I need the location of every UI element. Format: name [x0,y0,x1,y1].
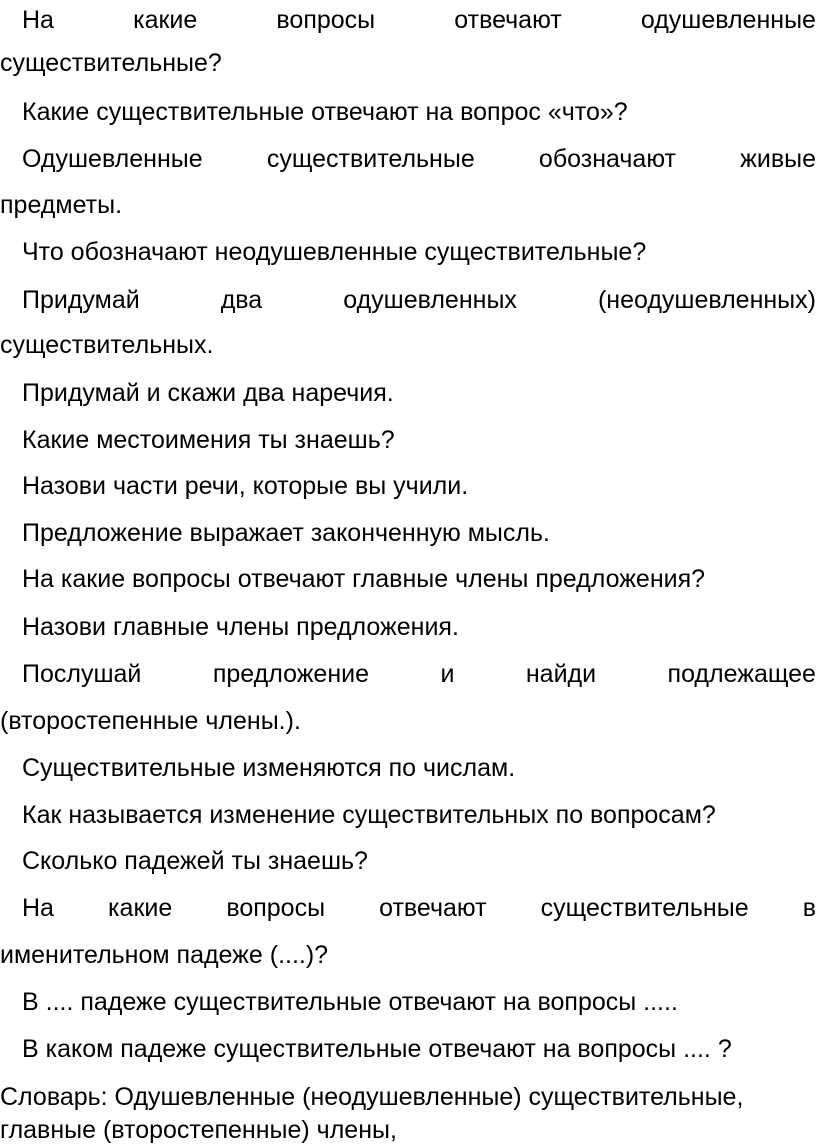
question-5-line-1 [0,284,816,316]
question-6: Придумай и скажи два наречия. [22,379,394,407]
word: обозначают [538,145,676,173]
word: отвечают [454,6,562,34]
question-5-line-2: существительных. [0,331,214,359]
question-3-line-1 [0,143,816,175]
word: вопросы [226,894,326,922]
question-1-line-1 [0,4,816,36]
word: два [220,286,263,314]
question-3-line-2: предметы. [0,191,123,219]
question-17: В .... падеже существительные отвечают на вопросы ..... [22,988,678,1016]
word: (неодушевленных) [597,286,816,314]
question-4: Что обозначают неодушевленные существительные? [22,238,647,266]
question-12-line-1 [0,658,816,690]
word: живые [740,145,816,173]
question-15: Сколько падежей ты знаешь? [22,847,368,875]
word: одушевленных [343,286,517,314]
word: На [22,894,54,922]
word: отвечают [379,894,487,922]
question-12-line-2: (второстепенные члены.). [0,707,301,735]
question-2: Какие существительные отвечают на вопрос «что»? [22,98,628,126]
question-11: Назови главные члены предложения. [22,613,459,641]
question-13: Существительные изменяются по числам. [22,754,516,782]
word: найди [525,660,597,688]
word: Послушай [22,660,142,688]
question-7: Какие местоимения ты знаешь? [22,426,395,454]
word: в [802,894,816,922]
question-16-line-2: именительном падеже (....)? [0,941,329,969]
question-10: На какие вопросы отвечают главные члены предложения? [22,565,706,593]
word: одушевленные [640,6,816,34]
word: Одушевленные [22,145,203,173]
word: существительные [540,894,749,922]
word: предложение [212,660,370,688]
word: и [440,660,455,688]
word: какие [133,6,198,34]
word: вопросы [276,6,376,34]
vocabulary-line-1: Словарь: Одушевленные (неодушевленные) существительные, [0,1083,744,1111]
word: На [22,6,54,34]
question-14: Как называется изменение существительных по вопросам? [22,801,716,829]
question-9: Предложение выражает законченную мысль. [22,519,550,547]
question-16-line-1 [0,892,816,924]
word: подлежащее [667,660,816,688]
word: какие [108,894,173,922]
vocabulary-line-2: главные (второстепенные) члены, [0,1116,397,1144]
question-1-line-2: существительные? [0,49,222,77]
word: существительные [266,145,475,173]
question-18: В каком падеже существительные отвечают на вопросы .... ? [22,1035,732,1063]
word: Придумай [22,286,140,314]
question-8: Назови части речи, которые вы учили. [22,472,469,500]
